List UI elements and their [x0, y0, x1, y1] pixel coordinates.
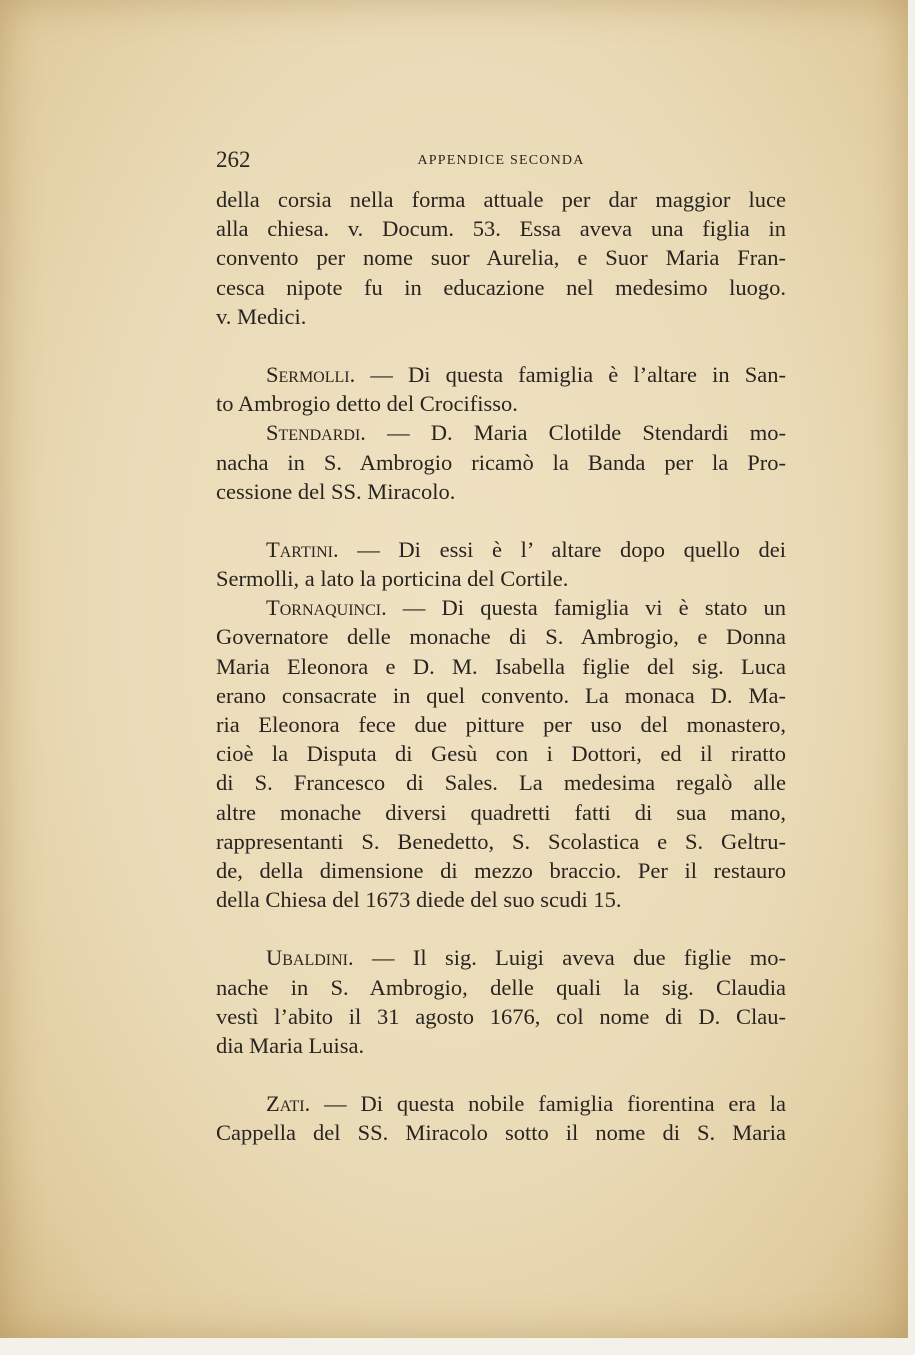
line-text: — Di essi è l’ altare dopo quello dei — [338, 536, 786, 562]
text-line — [216, 1002, 786, 1031]
page-body — [216, 185, 786, 1147]
line-text: — Il sig. Luigi aveva due figlie mo- — [353, 945, 786, 971]
line-text: Maria Eleonora e D. M. Isabella figlie del sig. Luca — [216, 653, 786, 679]
entry-paragraph — [216, 418, 786, 506]
running-title: APPENDICE SECONDA — [417, 153, 585, 168]
entry-paragraph — [216, 1089, 786, 1147]
text-line — [216, 798, 786, 827]
text-line — [216, 389, 786, 418]
line-text: cessione del SS. Miracolo. — [216, 478, 456, 504]
line-text: cesca nipote fu in educazione nel medesimo luogo. — [216, 274, 786, 300]
text-line — [216, 681, 786, 710]
text-line — [216, 593, 786, 622]
text-line — [216, 1031, 786, 1060]
page-number: 262 — [216, 147, 251, 172]
line-text: altre monache diversi quadretti fatti di sua mano, — [216, 799, 786, 825]
line-text: Governatore delle monache di S. Ambrogio, e Donna — [216, 624, 786, 650]
text-line — [216, 1089, 786, 1118]
text-line — [216, 535, 786, 564]
entry-name: Tartini. — [266, 536, 339, 562]
text-line — [216, 418, 786, 447]
text-line — [216, 448, 786, 477]
text-line — [216, 827, 786, 856]
line-text: — Di questa famiglia vi è stato un — [386, 595, 786, 621]
text-line — [216, 302, 786, 331]
text-line — [216, 477, 786, 506]
paragraph-spacing — [216, 506, 786, 535]
line-text: alla chiesa. v. Docum. 53. Essa aveva una figlia in — [216, 216, 786, 242]
text-line — [216, 360, 786, 389]
text-line — [216, 768, 786, 797]
line-text: — D. Maria Clotilde Stendardi mo- — [365, 420, 786, 446]
text-line — [216, 943, 786, 972]
text-line — [216, 243, 786, 272]
paragraph-spacing — [216, 331, 786, 360]
line-text: convento per nome suor Aurelia, e Suor Maria Fran- — [216, 245, 786, 271]
line-text: rappresentanti S. Benedetto, S. Scolastica e S. Geltru- — [216, 828, 786, 854]
entry-paragraph — [216, 943, 786, 1060]
entry-name: Zati. — [266, 1091, 311, 1117]
entry-paragraph — [216, 360, 786, 418]
text-line — [216, 710, 786, 739]
line-text: della Chiesa del 1673 diede del suo scudi 15. — [216, 887, 622, 913]
paragraph-spacing — [216, 1060, 786, 1089]
paragraph — [216, 185, 786, 331]
entry-name: Sermolli. — [266, 361, 356, 387]
text-line — [216, 273, 786, 302]
text-line — [216, 564, 786, 593]
line-text: erano consacrate in quel convento. La monaca D. Ma- — [216, 682, 786, 708]
line-text: Sermolli, a lato la porticina del Cortile. — [216, 566, 569, 592]
text-line — [216, 739, 786, 768]
line-text: to Ambrogio detto del Crocifisso. — [216, 391, 518, 417]
line-text: cioè la Disputa di Gesù con i Dottori, ed il riratto — [216, 741, 786, 767]
line-text: nache in S. Ambrogio, delle quali la sig. Claudia — [216, 974, 786, 1000]
line-text: nacha in S. Ambrogio ricamò la Banda per la Pro- — [216, 449, 786, 475]
text-line — [216, 1118, 786, 1147]
entry-name: Stendardi. — [266, 420, 366, 446]
text-line — [216, 973, 786, 1002]
line-text: di S. Francesco di Sales. La medesima regalò alle — [216, 770, 786, 796]
line-text: de, della dimensione di mezzo braccio. Per il restauro — [216, 857, 786, 883]
entry-name: Ubaldini. — [266, 945, 354, 971]
line-text: dia Maria Luisa. — [216, 1032, 365, 1058]
text-line — [216, 185, 786, 214]
text-line — [216, 885, 786, 914]
line-text: v. Medici. — [216, 303, 307, 329]
line-text: ria Eleonora fece due pitture per uso del monastero, — [216, 712, 786, 737]
paragraph-spacing — [216, 914, 786, 943]
line-text: — Di questa nobile famiglia fiorentina era la — [310, 1091, 786, 1117]
text-line — [216, 856, 786, 885]
text-line — [216, 214, 786, 243]
line-text: della corsia nella forma attuale per dar maggior luce — [216, 187, 786, 212]
line-text: — Di questa famiglia è l’altare in San- — [355, 361, 786, 387]
entry-paragraph — [216, 593, 786, 914]
line-text: Cappella del SS. Miracolo sotto il nome di S. Maria — [216, 1120, 786, 1146]
entry-name: Tornaquinci. — [266, 595, 387, 621]
page-header — [216, 147, 786, 175]
text-line — [216, 622, 786, 651]
entry-paragraph — [216, 535, 786, 593]
text-line — [216, 652, 786, 681]
line-text: vestì l’abito il 31 agosto 1676, col nome di D. Clau- — [216, 1003, 786, 1029]
